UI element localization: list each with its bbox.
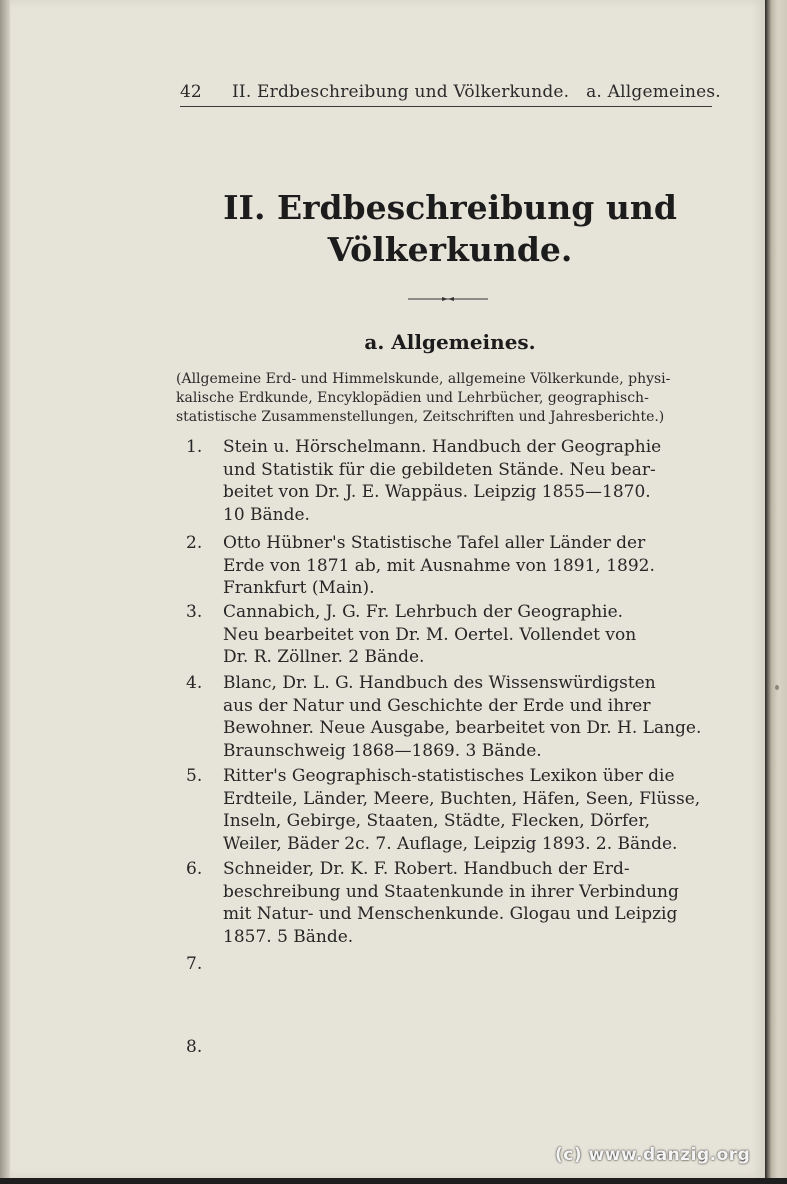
entry-number: 3. <box>186 602 203 622</box>
list-item-6 <box>186 858 716 948</box>
entry-line: Blanc, Dr. L. G. Handbuch des Wissenswürdigsten <box>223 673 656 693</box>
chapter-title-line-2: Völkerkunde. <box>327 230 573 269</box>
list-item-4 <box>186 672 716 762</box>
intro-line: statistische Zusammenstellungen, Zeitschriften und Jahresberichte.) <box>176 409 665 425</box>
entry-line: Weiler, Bäder 2c. 7. Auflage, Leipzig 1893. 2. Bände. <box>223 833 678 854</box>
entry-line: Bewohner. Neue Ausgabe, bearbeitet von Dr. H. Lange. <box>223 718 702 739</box>
bottom-edge <box>0 1178 787 1184</box>
chapter-title-line-1: II. Erdbeschreibung und <box>223 188 677 227</box>
paper-speck <box>775 685 779 690</box>
entry-line: 10 Bände. <box>223 504 310 525</box>
entry-number: 1. <box>186 437 203 457</box>
entry-line: Frankfurt (Main). <box>223 578 375 599</box>
entry-line: Ritter's Geographisch-statistisches Lexikon über die <box>223 766 675 786</box>
entry-line: 1857. 5 Bände. <box>223 926 354 947</box>
entry-line: Braunschweig 1868—1869. 3 Bände. <box>223 740 542 761</box>
entry-line: Schneider, Dr. K. F. Robert. Handbuch der Erd- <box>223 859 630 879</box>
entry-number: 7. <box>186 954 203 974</box>
book-edge <box>765 0 787 1184</box>
entry-number: 2. <box>186 533 203 553</box>
entry-number: 4. <box>186 673 203 693</box>
intro-line: kalische Erdkunde, Encyklopädien und Lehrbücher, geographisch- <box>176 390 649 406</box>
entry-line: Inseln, Gebirge, Staaten, Städte, Flecken, Dörfer, <box>223 811 651 832</box>
entry-line: und Statistik für die gebildeten Stände. Neu bear- <box>223 459 656 480</box>
entry-line: Erde von 1871 ab, mit Ausnahme von 1891, 1892. <box>223 555 655 576</box>
entry-line: Cannabich, J. G. Fr. Lehrbuch der Geographie. <box>223 602 624 622</box>
section-title: a. Allgemeines. <box>364 330 536 354</box>
list-item-5 <box>186 765 716 855</box>
entry-line: Erdteile, Länder, Meere, Buchten, Häfen, Seen, Flüsse, <box>223 788 701 809</box>
page-left-shadow <box>0 0 10 1184</box>
running-head-text: II. Erdbeschreibung und Völkerkunde. a. Allgemeines. <box>232 82 721 102</box>
entry-number: 5. <box>186 766 203 786</box>
intro-line: (Allgemeine Erd- und Himmelskunde, allgemeine Völkerkunde, physi- <box>176 371 671 387</box>
entry-line: Dr. R. Zöllner. 2 Bände. <box>223 647 425 668</box>
entry-line: beschreibung und Staatenkunde in ihrer Verbindung <box>223 881 679 902</box>
page-number: 42 <box>180 82 202 102</box>
section-intro <box>176 370 714 427</box>
ornament-divider <box>408 297 488 301</box>
entry-number: 8. <box>186 1037 203 1057</box>
list-item-2 <box>186 532 716 600</box>
copyright-watermark: (c) www.danzig.org <box>555 1145 751 1165</box>
list-item-3 <box>186 601 716 669</box>
entry-line: aus der Natur und Geschichte der Erde und ihrer <box>223 695 651 716</box>
entry-line: Neu bearbeitet von Dr. M. Oertel. Vollendet von <box>223 624 637 645</box>
entry-line: Stein u. Hörschelmann. Handbuch der Geographie <box>223 437 662 457</box>
entry-line: mit Natur- und Menschenkunde. Glogau und Leipzig <box>223 904 678 925</box>
list-item-1 <box>186 436 716 526</box>
entry-number: 6. <box>186 859 203 879</box>
entry-line: beitet von Dr. J. E. Wappäus. Leipzig 1855—1870. <box>223 482 651 503</box>
entry-line: Otto Hübner's Statistische Tafel aller Länder der <box>223 533 646 553</box>
running-head <box>180 80 721 107</box>
